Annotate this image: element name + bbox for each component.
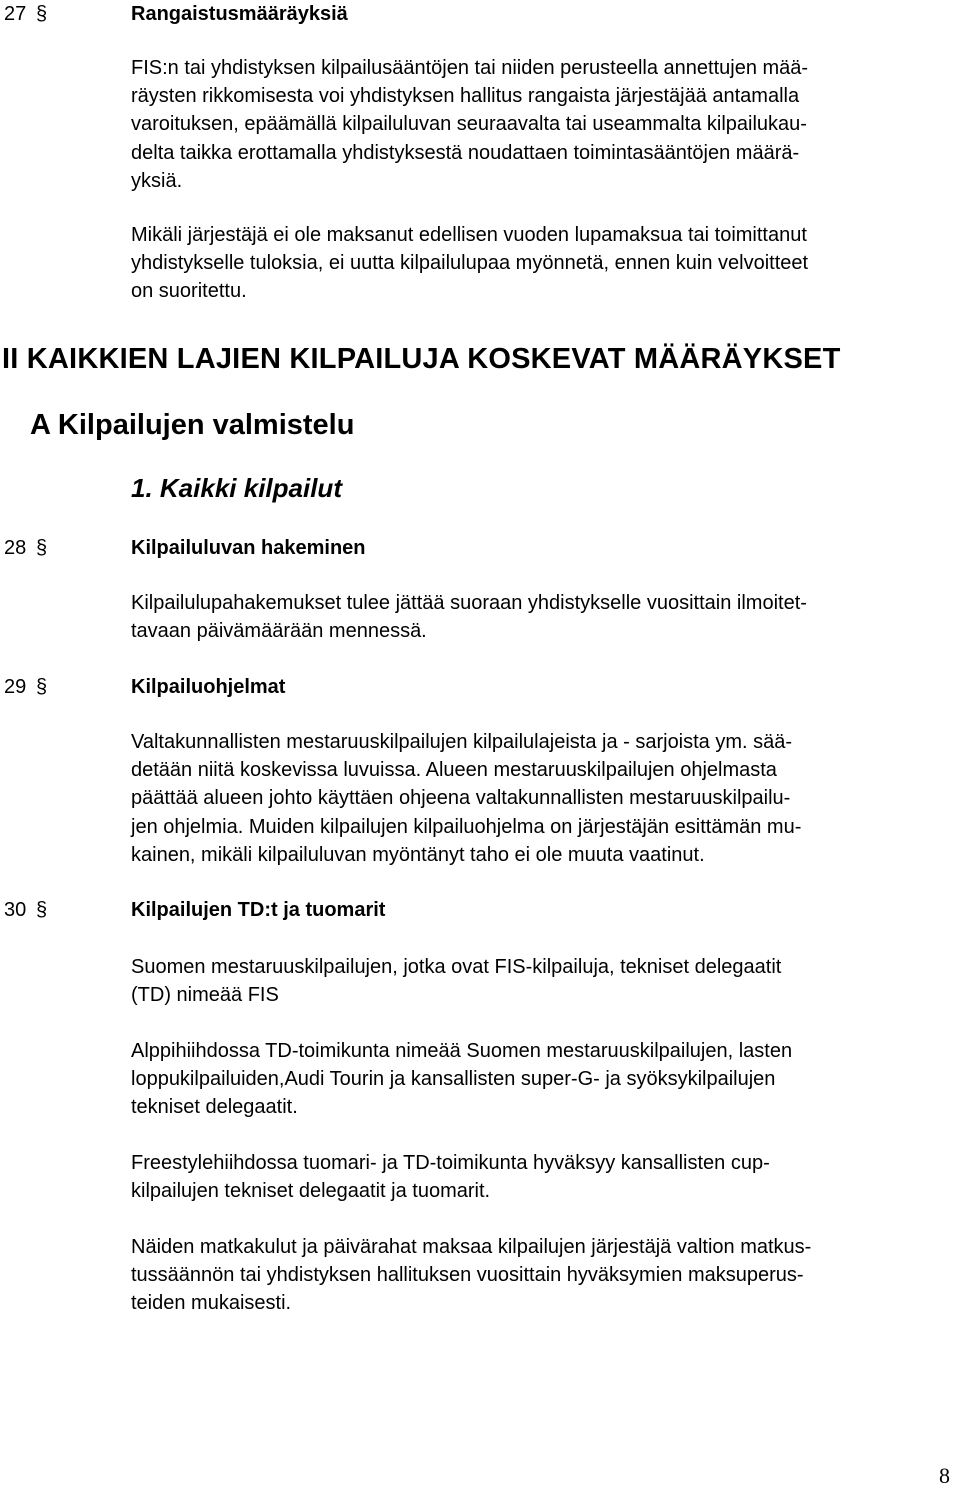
- section-27-title: Rangaistusmääräyksiä: [131, 3, 348, 25]
- text-line: yhdistykselle tuloksia, ei uutta kilpailulupaa myönnetä, ennen kuin velvoitteet: [131, 252, 809, 275]
- text-line: detään niitä koskevissa luvuissa. Alueen mestaruuskilpailujen ohjelmasta: [131, 759, 777, 782]
- section-30-paragraph-2: [131, 1037, 956, 1122]
- section-sign: §: [36, 3, 48, 25]
- text-line: tussäännön tai yhdistyksen hallituksen vuosittain hyväksymien maksuperus-: [131, 1264, 804, 1287]
- text-line: FIS:n tai yhdistyksen kilpailusääntöjen tai niiden perusteella annettujen mää-: [131, 57, 809, 79]
- text-line: loppukilpailuiden,Audi Tourin ja kansallisten super-G- ja syöksykilpailujen: [131, 1068, 776, 1091]
- text-line: (TD) nimeää FIS: [131, 984, 279, 1007]
- text-line: tavaan päivämäärään mennessä.: [131, 620, 427, 643]
- text-line: Mikäli järjestäjä ei ole maksanut edellisen vuoden lupamaksua tai toimittanut: [131, 224, 807, 246]
- text-line: kainen, mikäli kilpailuluvan myöntänyt taho ei ole muuta vaatinut.: [131, 843, 705, 866]
- text-line: tekniset delegaatit.: [131, 1096, 298, 1119]
- part-heading: A Kilpailujen valmistelu: [30, 409, 355, 441]
- section-29-number: 29: [4, 676, 27, 698]
- section-30-paragraph-1: [131, 953, 956, 1009]
- text-line: varoituksen, epäämällä kilpailuluvan seuraavalta tai useammalta kilpailukau-: [131, 113, 807, 136]
- section-sign: §: [36, 676, 48, 698]
- text-line: Freestylehiihdossa tuomari- ja TD-toimikunta hyväksyy kansallisten cup-: [131, 1152, 770, 1174]
- section-30-title: Kilpailujen TD:t ja tuomarit: [131, 899, 386, 921]
- text-line: Näiden matkakulut ja päivärahat maksaa kilpailujen järjestäjä valtion matkus-: [131, 1236, 812, 1258]
- text-line: kilpailujen tekniset delegaatit ja tuomarit.: [131, 1180, 491, 1203]
- section-27-paragraph-1: [131, 54, 956, 195]
- page-number: 8: [939, 1463, 950, 1488]
- text-line: delta taikka erottamalla yhdistyksestä noudattaen toimintasääntöjen määrä-: [131, 141, 800, 164]
- section-28-paragraph-1: [131, 589, 956, 645]
- section-28-title: Kilpailuluvan hakeminen: [131, 537, 366, 559]
- text-line: jen ohjelmia. Muiden kilpailujen kilpailuohjelma on järjestäjän esittämän mu-: [131, 815, 802, 838]
- section-29-paragraph-1: [131, 728, 956, 869]
- section-30-paragraph-4: [131, 1233, 956, 1318]
- section-28-number: 28: [4, 537, 27, 559]
- text-line: teiden mukaisesti.: [131, 1292, 292, 1315]
- section-sign: §: [36, 537, 48, 559]
- text-line: Valtakunnallisten mestaruuskilpailujen kilpailulajeista ja - sarjoista ym. sää-: [131, 731, 793, 753]
- text-line: on suoritettu.: [131, 280, 247, 303]
- text-line: yksiä.: [131, 169, 183, 192]
- section-27-number: 27: [4, 3, 27, 25]
- text-line: Suomen mestaruuskilpailujen, jotka ovat FIS-kilpailuja, tekniset delegaatit: [131, 956, 782, 978]
- section-27-paragraph-2: [131, 221, 956, 306]
- text-line: Kilpailulupahakemukset tulee jättää suoraan yhdistykselle vuosittain ilmoitet-: [131, 592, 807, 614]
- text-line: Alppihiihdossa TD-toimikunta nimeää Suomen mestaruuskilpailujen, lasten: [131, 1040, 793, 1062]
- chapter-heading: II KAIKKIEN LAJIEN KILPAILUJA KOSKEVAT MÄÄRÄYKSET: [2, 343, 841, 375]
- text-line: päättää alueen johto käyttäen ohjeena valtakunnallisten mestaruuskilpailu-: [131, 787, 791, 810]
- section-30-paragraph-3: [131, 1149, 956, 1205]
- subpart-heading: 1. Kaikki kilpailut: [131, 473, 342, 503]
- text-line: räysten rikkomisesta voi yhdistyksen hallitus rangaista järjestäjää antamalla: [131, 85, 800, 108]
- section-sign: §: [36, 899, 48, 921]
- section-30-number: 30: [4, 899, 27, 921]
- section-29-title: Kilpailuohjelmat: [131, 676, 286, 698]
